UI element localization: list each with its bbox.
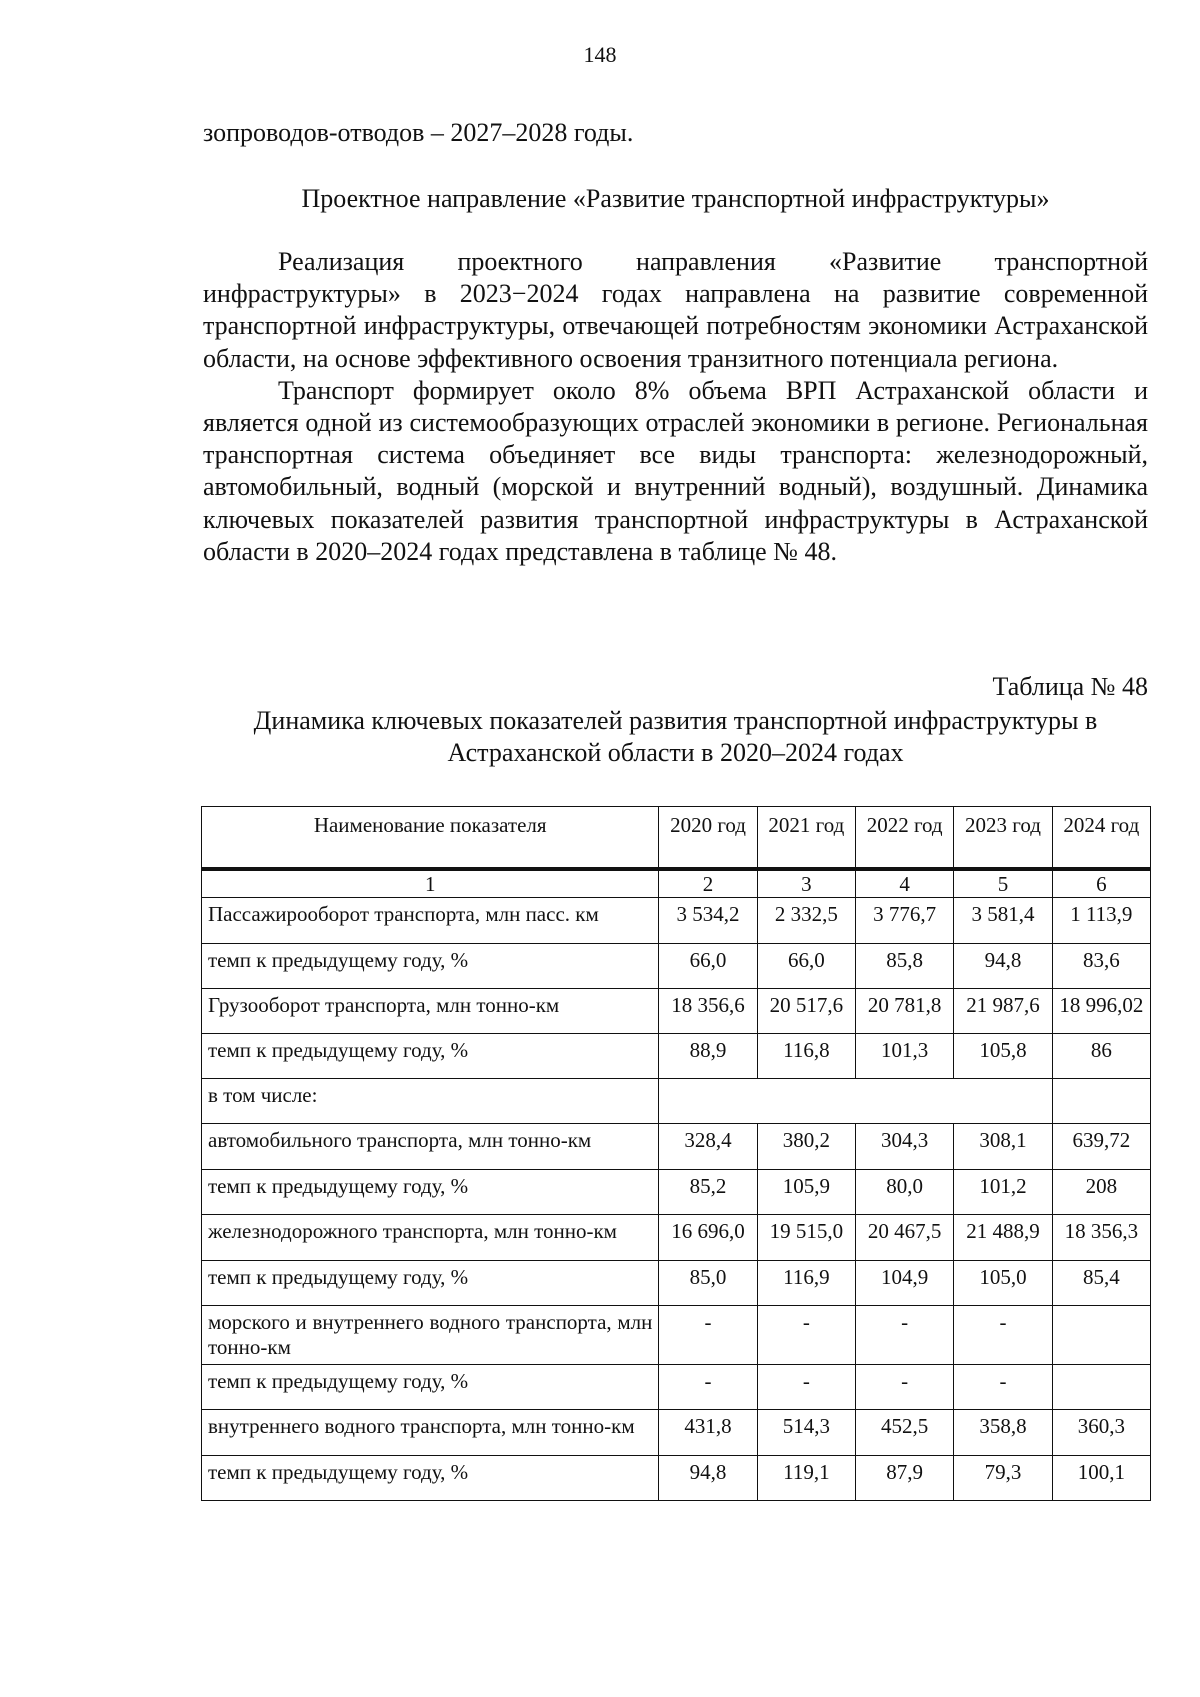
- cell-value: 94,8: [954, 943, 1052, 988]
- body-text: [203, 246, 1148, 568]
- table-row: [202, 1260, 1151, 1305]
- table-row: [202, 1169, 1151, 1214]
- cell-value: 2 332,5: [757, 897, 855, 943]
- cell-value: 360,3: [1052, 1409, 1150, 1455]
- header-indicator: Наименование показателя: [202, 807, 659, 869]
- cell-value: 208: [1052, 1169, 1150, 1214]
- header-2023: 2023 год: [954, 807, 1052, 869]
- cell-value: 20 467,5: [856, 1214, 954, 1260]
- table-row: [202, 1078, 1151, 1123]
- cell-value: 116,8: [757, 1033, 855, 1078]
- table-row: [202, 1455, 1151, 1500]
- cell-value: 105,8: [954, 1033, 1052, 1078]
- cell-value: 101,2: [954, 1169, 1052, 1214]
- cell-value: -: [856, 1305, 954, 1364]
- cell-value: 101,3: [856, 1033, 954, 1078]
- table-row: [202, 897, 1151, 943]
- cell-value: 85,4: [1052, 1260, 1150, 1305]
- cell-value: -: [954, 1305, 1052, 1364]
- row-label: темп к предыдущему году, %: [202, 1169, 659, 1214]
- row-label: автомобильного транспорта, млн тонно-км: [202, 1123, 659, 1169]
- column-number: 1: [202, 869, 659, 898]
- row-label: темп к предыдущему году, %: [202, 1364, 659, 1409]
- column-number: 2: [659, 869, 757, 898]
- row-label: темп к предыдущему году, %: [202, 1033, 659, 1078]
- cell-value: 66,0: [757, 943, 855, 988]
- paragraph-2: Транспорт формирует около 8% объема ВРП Астраханской области и является одной из системообразующих отраслей экономики в регионе. Региональная транспортная система объединяет все виды транспорта: железнодорожный, автомобильный, водный (морской и внутренний водный), воздушный. Динамика ключевых показателей развития транспортной инфраструктуры в Астраханской области в 2020–2024 годах представлена в таблице № 48.: [203, 375, 1148, 566]
- row-label: внутреннего водного транспорта, млн тонно-км: [202, 1409, 659, 1455]
- page-number: 148: [583, 42, 617, 67]
- cell-value: 18 356,3: [1052, 1214, 1150, 1260]
- row-label: Грузооборот транспорта, млн тонно-км: [202, 988, 659, 1033]
- header-2020: 2020 год: [659, 807, 757, 869]
- cell-value: 85,2: [659, 1169, 757, 1214]
- cell-value: 116,9: [757, 1260, 855, 1305]
- cell-value: -: [954, 1364, 1052, 1409]
- row-label: темп к предыдущему году, %: [202, 1455, 659, 1500]
- row-label: железнодорожного транспорта, млн тонно-км: [202, 1214, 659, 1260]
- cell-value: 304,3: [856, 1123, 954, 1169]
- cell-value: 88,9: [659, 1033, 757, 1078]
- cell-value: -: [659, 1364, 757, 1409]
- column-number: 6: [1052, 869, 1150, 898]
- cell-value: 119,1: [757, 1455, 855, 1500]
- cell-value: 20 781,8: [856, 988, 954, 1033]
- row-label: Пассажирооборот транспорта, млн пасс. км: [202, 897, 659, 943]
- cell-value: 85,0: [659, 1260, 757, 1305]
- header-2021: 2021 год: [757, 807, 855, 869]
- cell-value: -: [856, 1364, 954, 1409]
- cell-value: 380,2: [757, 1123, 855, 1169]
- cell-value: 3 581,4: [954, 897, 1052, 943]
- cell-value: 21 488,9: [954, 1214, 1052, 1260]
- cell-value: 85,8: [856, 943, 954, 988]
- table-row: [202, 1214, 1151, 1260]
- cell-value: [1052, 1305, 1150, 1364]
- table-row: [202, 1033, 1151, 1078]
- merged-empty-cell: [659, 1078, 1052, 1123]
- indicators-table: [201, 806, 1151, 1501]
- cell-value: 86: [1052, 1033, 1150, 1078]
- section-heading: Проектное направление «Развитие транспортной инфраструктуры»: [301, 184, 1050, 213]
- column-number: 5: [954, 869, 1052, 898]
- cell-value: 18 996,02: [1052, 988, 1150, 1033]
- cell-value: -: [757, 1305, 855, 1364]
- table-row: [202, 1409, 1151, 1455]
- cell-value: 308,1: [954, 1123, 1052, 1169]
- table-row: [202, 1305, 1151, 1364]
- cell-value: 105,9: [757, 1169, 855, 1214]
- row-label: в том числе:: [202, 1078, 659, 1123]
- cell-value: 431,8: [659, 1409, 757, 1455]
- cell-value: 18 356,6: [659, 988, 757, 1033]
- paragraph-1: Реализация проектного направления «Развитие транспортной инфраструктуры» в 2023−2024 годах направлена на развитие современной транспортной инфраструктуры, отвечающей потребностям экономики Астраханской области, на основе эффективного освоения транзитного потенциала региона.: [203, 247, 1148, 373]
- cell-value: 358,8: [954, 1409, 1052, 1455]
- cell-value: 21 987,6: [954, 988, 1052, 1033]
- empty-cell: [1052, 1078, 1150, 1123]
- cell-value: 452,5: [856, 1409, 954, 1455]
- cell-value: 19 515,0: [757, 1214, 855, 1260]
- table-title: Динамика ключевых показателей развития транспортной инфраструктуры в Астраханской области в 2020–2024 годах: [253, 706, 1098, 767]
- table-row: [202, 1123, 1151, 1169]
- cell-value: 79,3: [954, 1455, 1052, 1500]
- cell-value: 80,0: [856, 1169, 954, 1214]
- cell-value: 1 113,9: [1052, 897, 1150, 943]
- cell-value: 639,72: [1052, 1123, 1150, 1169]
- column-number: 3: [757, 869, 855, 898]
- continuation-line: зопроводов-отводов – 2027–2028 годы.: [203, 118, 634, 147]
- row-label: темп к предыдущему году, %: [202, 1260, 659, 1305]
- cell-value: 514,3: [757, 1409, 855, 1455]
- header-2024: 2024 год: [1052, 807, 1150, 869]
- cell-value: [1052, 1364, 1150, 1409]
- cell-value: 105,0: [954, 1260, 1052, 1305]
- cell-value: 3 776,7: [856, 897, 954, 943]
- cell-value: 87,9: [856, 1455, 954, 1500]
- header-2022: 2022 год: [856, 807, 954, 869]
- table-caption: Таблица № 48: [992, 672, 1148, 701]
- table-header-row: [202, 807, 1151, 869]
- cell-value: -: [757, 1364, 855, 1409]
- cell-value: 16 696,0: [659, 1214, 757, 1260]
- cell-value: 83,6: [1052, 943, 1150, 988]
- row-label: темп к предыдущему году, %: [202, 943, 659, 988]
- table-row: [202, 988, 1151, 1033]
- column-number: 4: [856, 869, 954, 898]
- cell-value: -: [659, 1305, 757, 1364]
- cell-value: 104,9: [856, 1260, 954, 1305]
- cell-value: 328,4: [659, 1123, 757, 1169]
- cell-value: 20 517,6: [757, 988, 855, 1033]
- cell-value: 3 534,2: [659, 897, 757, 943]
- table-row: [202, 943, 1151, 988]
- cell-value: 66,0: [659, 943, 757, 988]
- row-label: морского и внутреннего водного транспорта, млн тонно-км: [202, 1305, 659, 1364]
- cell-value: 100,1: [1052, 1455, 1150, 1500]
- cell-value: 94,8: [659, 1455, 757, 1500]
- column-number-row: [202, 869, 1151, 898]
- table-row: [202, 1364, 1151, 1409]
